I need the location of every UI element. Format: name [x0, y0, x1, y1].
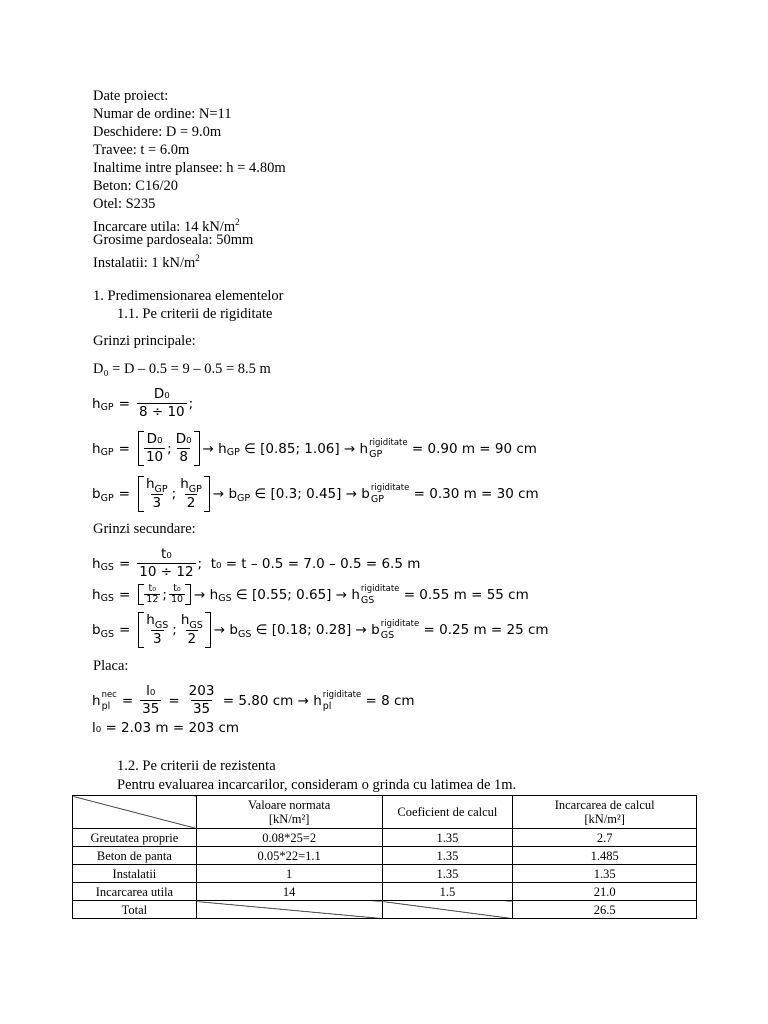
row-coefficient: 1.35: [382, 847, 513, 865]
project-header: Date proiect:: [93, 88, 169, 104]
live-load: Incarcare utila: 14 $kN/m^2$: [93, 217, 240, 235]
floor-thickness: Grosime pardoseala: 50mm: [93, 232, 254, 248]
row-normal-value: 14: [196, 883, 382, 901]
total-value: 26.5: [513, 901, 697, 919]
placa-label: Placa:: [93, 658, 129, 674]
table-row: [73, 883, 697, 901]
span-value: Deschidere: D = 9.0m: [93, 124, 222, 140]
row-label: Instalatii: [73, 865, 197, 883]
table-row: [73, 847, 697, 865]
row-design-load: 2.7: [513, 829, 697, 847]
gp-b-range-formula: b GP = $\frac{h_{GP}}{3}$ ; $\frac{h_{GP}}{2}$ → b GP ∈ [0.3; 0.45] → b rigiditate GP = 0.30 m = 30 cm: [92, 476, 539, 511]
row-normal-value: 0.05*22=1.1: [196, 847, 382, 865]
bay-value: Travee: t = 6.0m: [93, 142, 190, 158]
header-normal-value: Valoare normata [kN/m²]: [196, 796, 382, 829]
header-design-load: Incarcarea de calcul [kN/m²]: [513, 796, 697, 829]
row-coefficient: 1.35: [382, 829, 513, 847]
gp-d0-equation: D₀ = D – 0.5 = 9 – 0.5 = 8.5 m: [93, 361, 271, 377]
installations-load: Instalatii: 1 $kN/m^2$: [93, 253, 200, 271]
section-1-2-title: 1.2. Pe criterii de rezistenta: [117, 758, 276, 774]
gp-label: Grinzi principale:: [93, 333, 196, 349]
gs-h-range-formula: h GS = $\frac{\text{t₀}}{12}$ ; $\frac{\text{t₀}}{10}$ → h GS ∈ [0.55; 0.65] → h rigiditate GS = 0.55 m = 55 cm: [92, 583, 529, 606]
section-1-2-intro: Pentru evaluarea incarcarilor, consideram o grinda cu latimea de 1m.: [117, 777, 517, 793]
total-empty-diagonal: [196, 901, 382, 919]
table-header-row: [73, 796, 697, 829]
header-coefficient: Coeficient de calcul: [382, 796, 513, 829]
row-coefficient: 1.35: [382, 865, 513, 883]
section-1-title: 1. Predimensionarea elementelor: [93, 288, 284, 304]
table-row: [73, 829, 697, 847]
row-normal-value: 0.08*25=2: [196, 829, 382, 847]
row-design-load: 1.35: [513, 865, 697, 883]
row-design-load: 21.0: [513, 883, 697, 901]
steel-class: Otel: S235: [93, 196, 156, 212]
placa-formula: h nec pl = $\frac{\text{l₀}}{35}$ = $\frac{203}{35}$ = 5.80 cm → h rigiditate pl = 8 cm: [92, 683, 415, 717]
header-empty-diagonal: [73, 796, 197, 829]
row-label: Beton de panta: [73, 847, 197, 865]
gs-h-formula: h GS = $\frac{\text{t₀}}{10 \div 12}$ ; t₀ = t – 0.5 = 7.0 – 0.5 = 6.5 m: [92, 546, 421, 580]
gs-label: Grinzi secundare:: [93, 521, 196, 537]
load-table: [72, 795, 697, 919]
gp-h-formula: h GP = $\frac{\text{D₀}}{8 \div 10}$ ;: [92, 386, 194, 420]
total-label: Total: [73, 901, 197, 919]
concrete-class: Beton: C16/20: [93, 178, 178, 194]
placa-l0-line: l₀ = 2.03 m = 203 cm: [92, 720, 240, 736]
row-design-load: 1.485: [513, 847, 697, 865]
row-normal-value: 1: [196, 865, 382, 883]
height-value: Inaltime intre plansee: h = 4.80m: [93, 160, 286, 176]
table-total-row: [73, 901, 697, 919]
table-row: [73, 865, 697, 883]
gp-h-range-formula: h GP = $\frac{\text{D₀}}{10}$ ; $\frac{\text{D₀}}{8}$ → h GP ∈ [0.85; 1.06] → h rigiditate GP = 0.90 m = 90 cm: [92, 431, 537, 465]
total-empty-diagonal: [382, 901, 513, 919]
row-label: Incarcarea utila: [73, 883, 197, 901]
gs-b-range-formula: b GS = $\frac{h_{GS}}{3}$ ; $\frac{h_{GS}}{2}$ → b GS ∈ [0.18; 0.28] → b rigiditate GS = 0.25 m = 25 cm: [92, 612, 549, 647]
section-1-1-title: 1.1. Pe criterii de rigiditate: [117, 306, 273, 322]
order-number: Numar de ordine: N=11: [93, 106, 232, 122]
row-coefficient: 1.5: [382, 883, 513, 901]
row-label: Greutatea proprie: [73, 829, 197, 847]
